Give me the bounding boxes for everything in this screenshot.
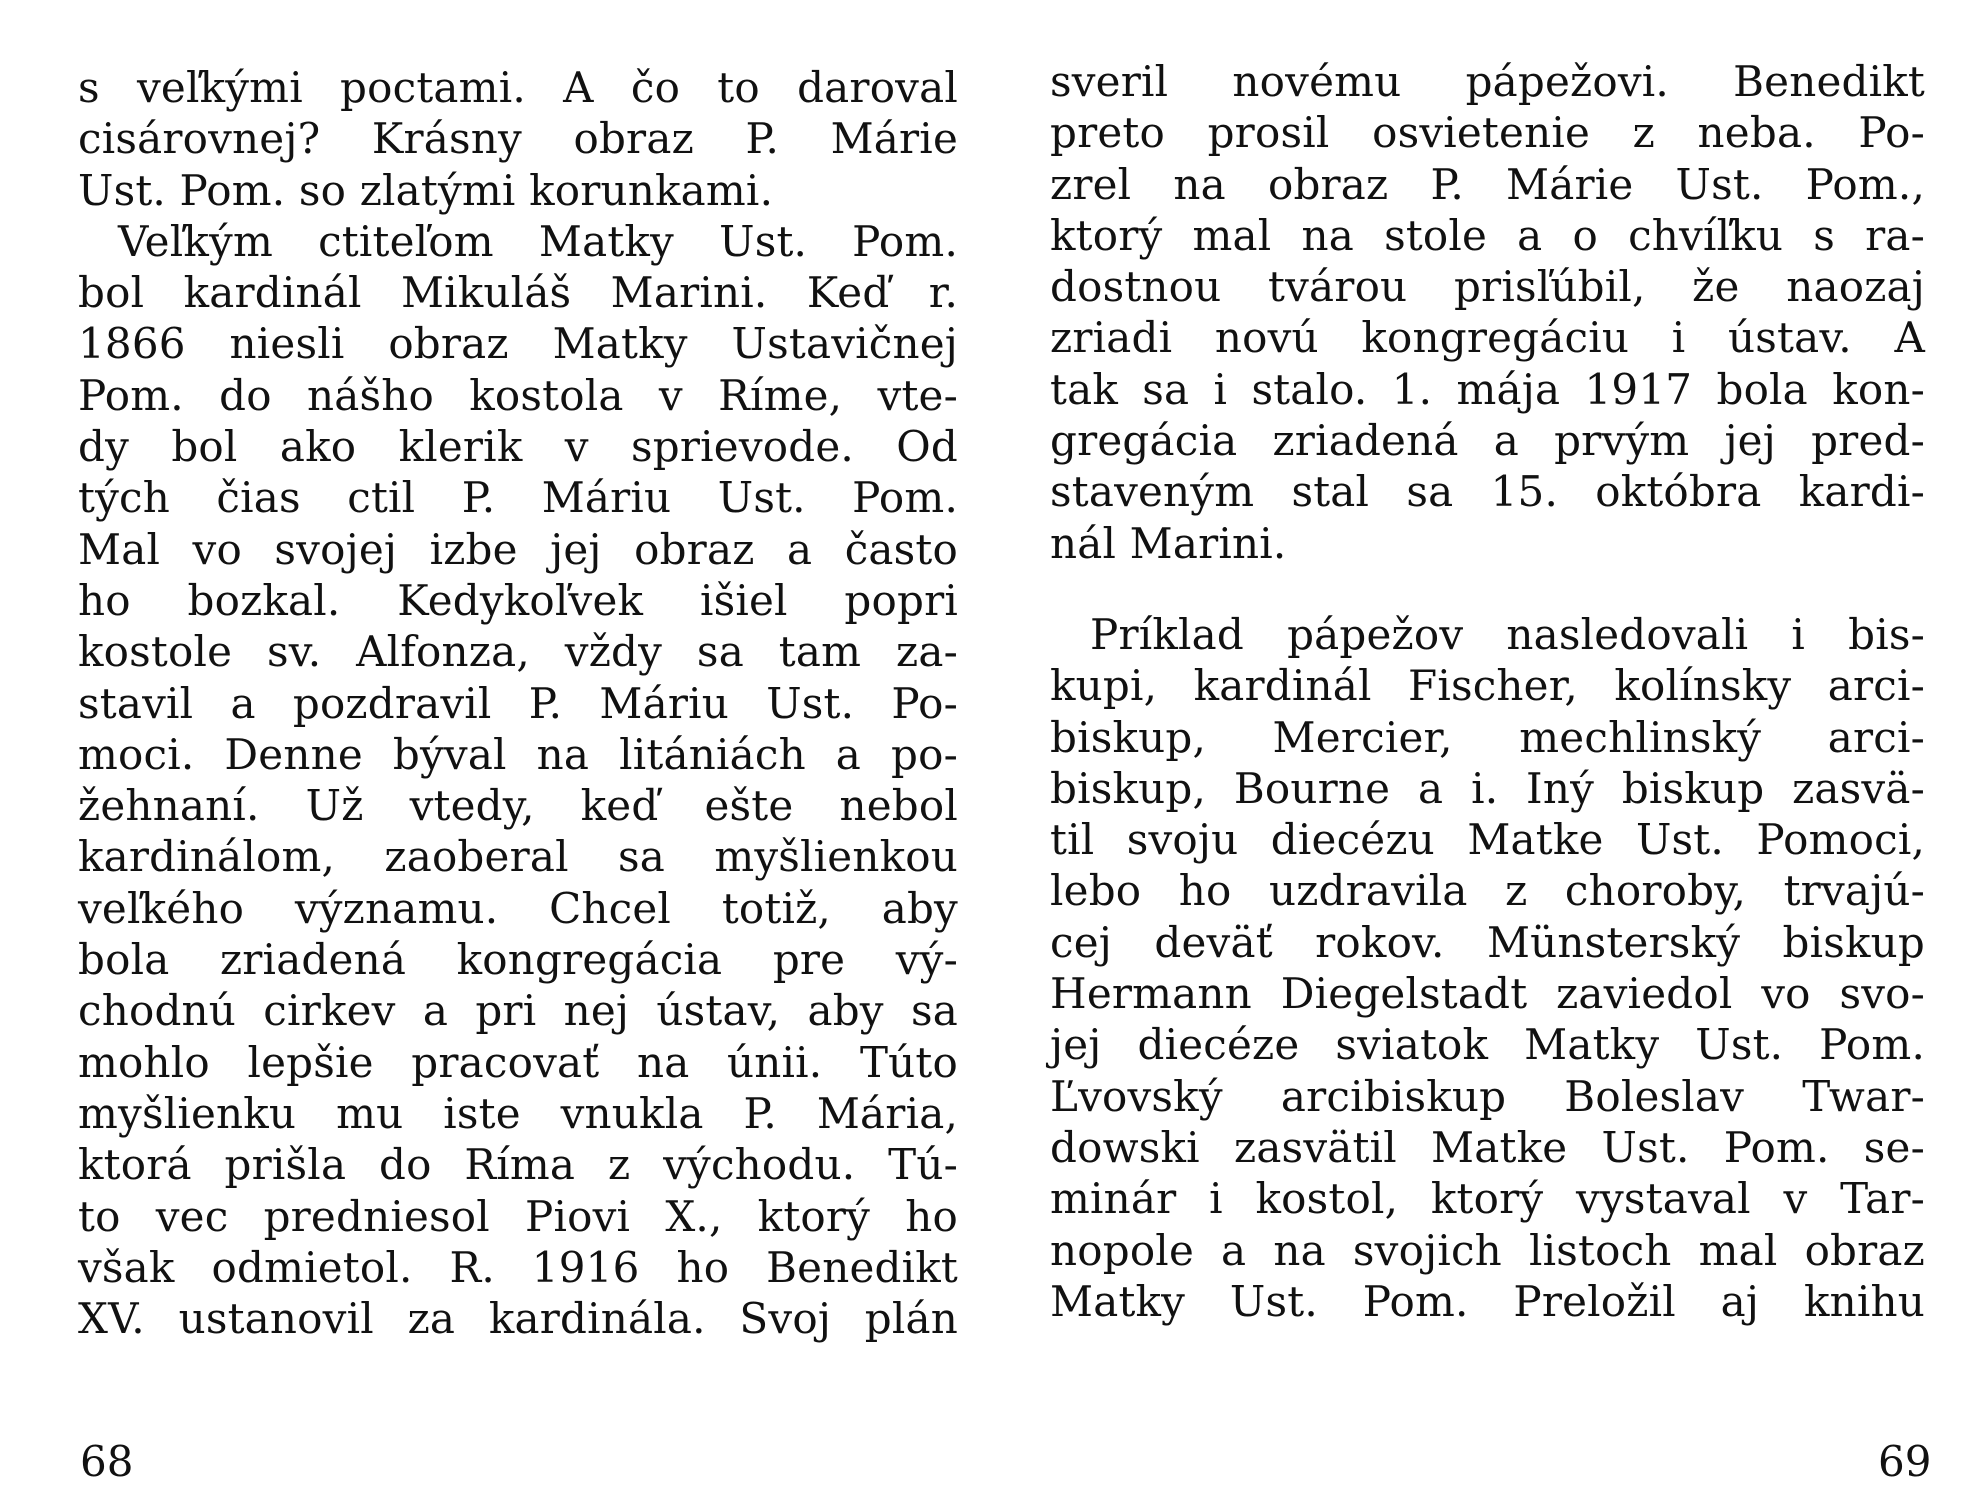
text-line: tých čias ctil P. Máriu Ust. Pom.: [78, 473, 958, 523]
text-line: Ľvovský arcibiskup Boleslav Twar-: [1050, 1071, 1925, 1121]
text-line: Veľkým ctiteľom Matky Ust. Pom.: [118, 216, 958, 266]
text-line: veľkého významu. Chcel totiž, aby: [78, 883, 958, 933]
text-line: til svoju diecézu Matke Ust. Pomoci,: [1050, 815, 1925, 865]
text-line: Príklad pápežov nasledovali i bis-: [1090, 609, 1925, 659]
text-line: chodnú cirkev a pri nej ústav, aby sa: [78, 986, 958, 1036]
text-line: nál Marini.: [1050, 518, 1287, 568]
text-line: cej deväť rokov. Münsterský biskup: [1050, 917, 1925, 967]
text-line: stavil a pozdravil P. Máriu Ust. Po-: [78, 678, 958, 728]
text-line: však odmietol. R. 1916 ho Benedikt: [78, 1242, 958, 1292]
text-line: kardinálom, zaoberal sa myšlienkou: [78, 832, 958, 882]
text-line: minár i kostol, ktorý vystaval v Tar-: [1050, 1174, 1925, 1224]
text-line: moci. Denne býval na litániách a po-: [78, 729, 958, 779]
text-line: bol kardinál Mikuláš Marini. Keď r.: [78, 268, 958, 318]
text-line: biskup, Bourne a i. Iný biskup zasvä-: [1050, 763, 1925, 813]
text-line: sveril novému pápežovi. Benedikt: [1050, 57, 1925, 106]
text-line: mohlo lepšie pracovať na únii. Túto: [78, 1037, 958, 1087]
paragraph-gap: [1050, 569, 1925, 609]
text-line: bola zriadená kongregácia pre vý-: [78, 935, 958, 985]
text-line: Pom. do nášho kostola v Ríme, vte-: [78, 370, 958, 420]
text-line: lebo ho uzdravila z choroby, trvajú-: [1050, 866, 1925, 916]
page-number-right: 69: [1878, 1437, 1932, 1486]
left-text-column: [78, 62, 958, 1344]
text-line: jej diecéze sviatok Matky Ust. Pom.: [1050, 1020, 1925, 1070]
text-line: tak sa i stalo. 1. mája 1917 bola kon-: [1050, 364, 1925, 414]
text-line: biskup, Mercier, mechlinský arci-: [1050, 712, 1925, 762]
text-line: ktorá prišla do Ríma z východu. Tú-: [78, 1140, 958, 1190]
text-line: Ust. Pom. so zlatými korunkami.: [78, 165, 774, 215]
text-line: kupi, kardinál Fischer, kolínsky arci-: [1050, 661, 1925, 711]
right-text-column: [1050, 56, 1925, 1327]
text-line: dowski zasvätil Matke Ust. Pom. se-: [1050, 1122, 1925, 1172]
text-line: Mal vo svojej izbe jej obraz a často: [78, 524, 958, 574]
text-line: gregácia zriadená a prvým jej pred-: [1050, 416, 1925, 466]
text-line: 1866 niesli obraz Matky Ustavičnej: [78, 319, 958, 369]
text-line: cisárovnej? Krásny obraz P. Márie: [78, 114, 958, 164]
text-line: dostnou tvárou prisľúbil, že naozaj: [1050, 262, 1925, 312]
text-line: XV. ustanovil za kardinála. Svoj plán: [78, 1294, 958, 1344]
text-line: Matky Ust. Pom. Preložil aj knihu: [1050, 1276, 1925, 1326]
text-line: to vec predniesol Piovi X., ktorý ho: [78, 1191, 958, 1241]
text-line: zriadi novú kongregáciu i ústav. A: [1050, 313, 1925, 363]
text-line: ktorý mal na stole a o chvíľku s ra-: [1050, 210, 1925, 260]
text-line: s veľkými poctami. A čo to daroval: [78, 63, 958, 112]
text-line: Hermann Diegelstadt zaviedol vo svo-: [1050, 969, 1925, 1019]
text-line: dy bol ako klerik v sprievode. Od: [78, 422, 958, 472]
right-page: [990, 0, 1980, 1500]
text-line: zrel na obraz P. Márie Ust. Pom.,: [1050, 159, 1925, 209]
text-line: kostole sv. Alfonza, vždy sa tam za-: [78, 627, 958, 677]
text-line: ho bozkal. Kedykoľvek išiel popri: [78, 575, 958, 625]
text-line: preto prosil osvietenie z neba. Po-: [1050, 108, 1925, 158]
text-line: nopole a na svojich listoch mal obraz: [1050, 1225, 1925, 1275]
page-number-left: 68: [80, 1437, 134, 1486]
text-line: myšlienku mu iste vnukla P. Mária,: [78, 1088, 958, 1138]
text-line: staveným stal sa 15. októbra kardi-: [1050, 467, 1925, 517]
text-line: žehnaní. Už vtedy, keď ešte nebol: [78, 781, 958, 831]
